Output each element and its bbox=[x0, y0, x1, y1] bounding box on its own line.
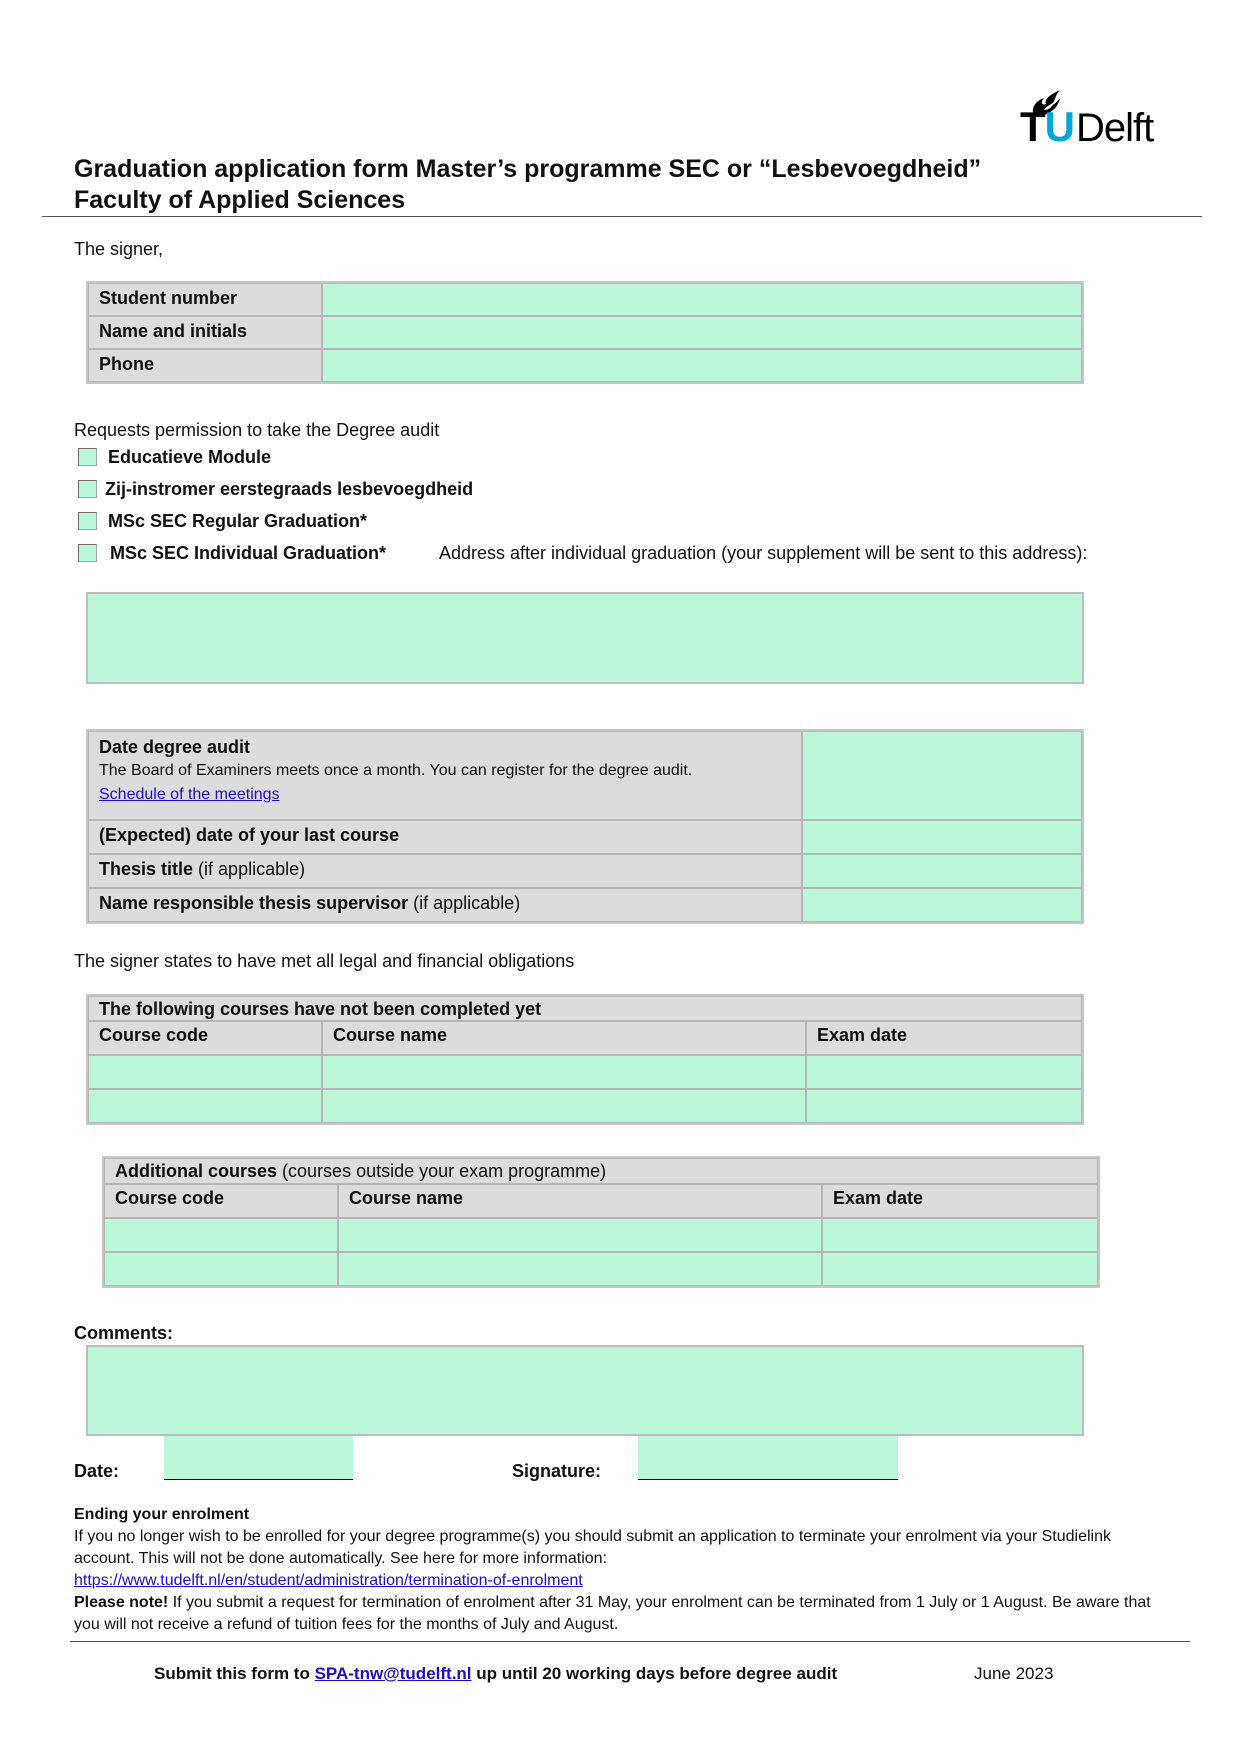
phone-field[interactable] bbox=[322, 349, 1082, 382]
date-audit-description: The Board of Examiners meets once a month. You can register for the degree audit. bbox=[99, 762, 693, 779]
signer-table bbox=[86, 281, 1084, 384]
address-field[interactable] bbox=[86, 592, 1084, 684]
schedule-link[interactable]: Schedule of the meetings bbox=[99, 786, 280, 803]
thesis-title-suffix: (if applicable) bbox=[198, 859, 306, 879]
name-field[interactable] bbox=[322, 316, 1082, 349]
logo-t: T bbox=[1020, 103, 1045, 150]
last-course-field[interactable] bbox=[802, 820, 1082, 854]
supervisor-suffix: (if applicable) bbox=[413, 893, 521, 913]
pending-courses-table bbox=[86, 994, 1084, 1125]
last-course-label: (Expected) date of your last course bbox=[88, 820, 802, 854]
form-version-date: June 2023 bbox=[974, 1664, 1054, 1683]
supervisor-field[interactable] bbox=[802, 888, 1082, 922]
additional-exam-date-field[interactable] bbox=[822, 1218, 1098, 1252]
pending-exam-date-field[interactable] bbox=[806, 1089, 1082, 1123]
additional-courses-suffix: (courses outside your exam programme) bbox=[282, 1161, 607, 1181]
additional-course-name-field[interactable] bbox=[338, 1252, 822, 1286]
pending-col-exam-date: Exam date bbox=[806, 1021, 1082, 1055]
pending-course-code-field[interactable] bbox=[88, 1089, 322, 1123]
additional-exam-date-field[interactable] bbox=[822, 1252, 1098, 1286]
pending-col-course-name: Course name bbox=[322, 1021, 806, 1055]
student-number-field[interactable] bbox=[322, 283, 1082, 316]
ending-text: If you no longer wish to be enrolled for your degree programme(s) you should submit an application to terminate your enrolment via your Studielink account. This will not be done automatically. See here for more information: bbox=[74, 1528, 1111, 1567]
note-text: If you submit a request for termination of enrolment after 31 May, your enrolment can be terminated from 1 July or 1 August. Be aware that you will not receive a refund of tuition fees for the months of July and August. bbox=[74, 1594, 1151, 1633]
additional-col-exam-date: Exam date bbox=[822, 1184, 1098, 1218]
date-audit-label: Date degree audit bbox=[99, 737, 251, 757]
logo-delft: Delft bbox=[1076, 106, 1154, 150]
table-row bbox=[88, 1089, 1082, 1123]
additional-course-code-field[interactable] bbox=[104, 1252, 338, 1286]
phone-label: Phone bbox=[88, 349, 322, 382]
page-title bbox=[74, 154, 1174, 216]
footer-suffix: up until 20 working days before degree audit bbox=[476, 1664, 838, 1683]
title-line-2: Faculty of Applied Sciences bbox=[74, 186, 406, 214]
title-divider bbox=[42, 216, 1202, 217]
email-link[interactable]: SPA-tnw@tudelft.nl bbox=[314, 1664, 472, 1683]
ending-heading: Ending your enrolment bbox=[74, 1506, 250, 1523]
student-number-label: Student number bbox=[88, 283, 322, 316]
pending-col-course-code: Course code bbox=[88, 1021, 322, 1055]
additional-courses-heading-cell bbox=[104, 1158, 1098, 1184]
signature-field[interactable] bbox=[638, 1436, 898, 1480]
name-label: Name and initials bbox=[88, 316, 322, 349]
checkbox-zij-instromer[interactable] bbox=[78, 480, 97, 498]
footer-prefix: Submit this form to bbox=[154, 1664, 310, 1683]
table-row bbox=[104, 1252, 1098, 1286]
request-text: Requests permission to take the Degree audit bbox=[74, 420, 440, 440]
signature-label: Signature: bbox=[512, 1461, 602, 1481]
thesis-title-label: Thesis title bbox=[99, 859, 194, 879]
checkbox-educatieve-module[interactable] bbox=[78, 448, 97, 466]
logo-u: U bbox=[1044, 103, 1074, 150]
tudelft-logo bbox=[1020, 88, 1190, 150]
ending-enrolment-section bbox=[74, 1504, 1174, 1636]
obligations-text: The signer states to have met all legal and financial obligations bbox=[74, 951, 575, 971]
comments-label: Comments: bbox=[74, 1323, 174, 1343]
date-audit-field[interactable] bbox=[802, 731, 1082, 820]
table-row bbox=[88, 1055, 1082, 1089]
footer-divider bbox=[70, 1641, 1190, 1642]
pending-exam-date-field[interactable] bbox=[806, 1055, 1082, 1089]
date-line bbox=[164, 1479, 353, 1480]
option-zij-instromer: Zij-instromer eerstegraads lesbevoegdheid bbox=[105, 479, 474, 499]
option-individual-graduation: MSc SEC Individual Graduation* bbox=[110, 543, 387, 563]
option-educatieve-module: Educatieve Module bbox=[108, 447, 272, 467]
submit-instruction bbox=[154, 1664, 837, 1684]
option-regular-graduation: MSc SEC Regular Graduation* bbox=[108, 511, 368, 531]
checkbox-regular-graduation[interactable] bbox=[78, 512, 97, 530]
pending-course-code-field[interactable] bbox=[88, 1055, 322, 1089]
termination-link[interactable]: https://www.tudelft.nl/en/student/administration/termination-of-enrolment bbox=[74, 1572, 583, 1589]
supervisor-label: Name responsible thesis supervisor bbox=[99, 893, 409, 913]
date-field[interactable] bbox=[164, 1436, 353, 1480]
additional-col-course-code: Course code bbox=[104, 1184, 338, 1218]
checkbox-individual-graduation[interactable] bbox=[78, 544, 97, 562]
table-row bbox=[104, 1218, 1098, 1252]
additional-courses-table bbox=[102, 1156, 1100, 1288]
address-note: Address after individual graduation (your supplement will be sent to this address): bbox=[439, 543, 1088, 563]
additional-courses-heading: Additional courses bbox=[115, 1161, 278, 1181]
comments-field[interactable] bbox=[86, 1345, 1084, 1436]
note-label: Please note! bbox=[74, 1594, 169, 1611]
intro-text: The signer, bbox=[74, 239, 164, 259]
pending-courses-heading: The following courses have not been completed yet bbox=[88, 996, 1082, 1021]
pending-course-name-field[interactable] bbox=[322, 1089, 806, 1123]
additional-course-code-field[interactable] bbox=[104, 1218, 338, 1252]
title-line-1: Graduation application form Master’s programme SEC or “Lesbevoegdheid” bbox=[74, 155, 982, 183]
degree-audit-table bbox=[86, 729, 1084, 924]
additional-course-name-field[interactable] bbox=[338, 1218, 822, 1252]
ending-note bbox=[74, 1592, 1174, 1636]
date-label: Date: bbox=[74, 1461, 120, 1481]
date-audit-cell bbox=[88, 731, 802, 820]
additional-col-course-name: Course name bbox=[338, 1184, 822, 1218]
thesis-title-cell bbox=[88, 854, 802, 888]
signature-line bbox=[638, 1479, 898, 1480]
thesis-title-field[interactable] bbox=[802, 854, 1082, 888]
supervisor-cell bbox=[88, 888, 802, 922]
pending-course-name-field[interactable] bbox=[322, 1055, 806, 1089]
